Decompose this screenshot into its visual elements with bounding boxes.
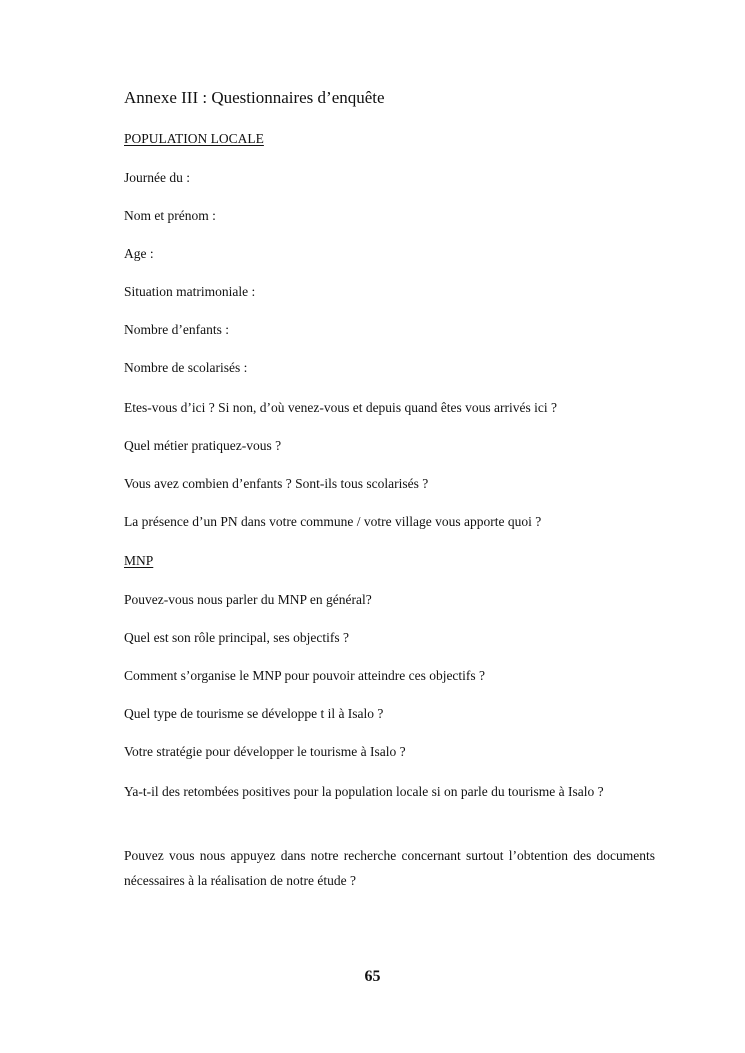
field-age: Age : <box>124 246 154 261</box>
section-heading-population: POPULATION LOCALE <box>124 131 264 146</box>
question-tourism-type: Quel type de tourisme se développe t il à Isalo ? <box>124 706 384 721</box>
page-number: 65 <box>364 968 381 985</box>
question-children: Vous avez combien d’enfants ? Sont-ils tous scolarisés ? <box>124 476 429 491</box>
question-local-benefits: Ya-t-il des retombées positives pour la population locale si on parle du tourisme à Isalo ? <box>124 784 604 799</box>
question-mnp-organization: Comment s’organise le MNP pour pouvoir atteindre ces objectifs ? <box>124 668 486 683</box>
section-heading-mnp: MNP <box>124 553 154 568</box>
question-mnp-role: Quel est son rôle principal, ses objectifs ? <box>124 630 349 645</box>
question-origin: Etes-vous d’ici ? Si non, d’où venez-vous et depuis quand êtes vous arrivés ici ? <box>124 400 558 415</box>
question-mnp-general: Pouvez-vous nous parler du MNP en général? <box>124 592 372 607</box>
field-name: Nom et prénom : <box>124 208 216 223</box>
field-schooled-count: Nombre de scolarisés : <box>124 360 248 375</box>
question-park-benefit: La présence d’un PN dans votre commune / votre village vous apporte quoi ? <box>124 514 542 529</box>
question-tourism-strategy: Votre stratégie pour développer le tourisme à Isalo ? <box>124 744 406 759</box>
field-date: Journée du : <box>124 170 190 185</box>
question-research-support: Pouvez vous nous appuyez dans notre recherche concernant surtout l’obtention des documents nécessaires à la réalisation de notre étude ? <box>124 848 655 888</box>
field-marital-status: Situation matrimoniale : <box>124 284 256 299</box>
field-children-count: Nombre d’enfants : <box>124 322 229 337</box>
page-title: Annexe III : Questionnaires d’enquête <box>124 88 385 107</box>
question-occupation: Quel métier pratiquez-vous ? <box>124 438 282 453</box>
